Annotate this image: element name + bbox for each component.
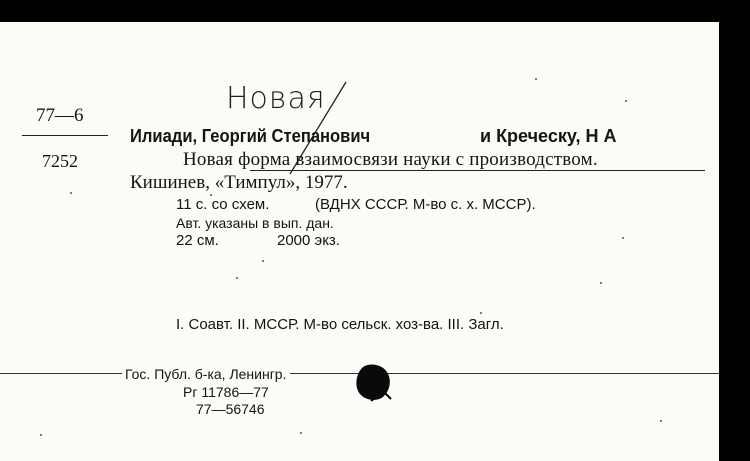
speck — [480, 312, 482, 314]
call-number-top: 77—6 — [36, 105, 84, 126]
speck — [535, 78, 537, 80]
author-note: Авт. указаны в вып. дан. — [176, 215, 334, 231]
speck — [660, 420, 662, 422]
title-underline — [250, 170, 705, 171]
library-number: Рг 11786—77 — [183, 384, 269, 400]
speck — [210, 194, 212, 196]
handwritten-note: Новая — [226, 81, 326, 116]
book-title: Новая форма взаимосвязи науки с производством. — [183, 149, 598, 170]
print-run: 2000 экз. — [277, 232, 340, 249]
call-number-bottom: 7252 — [42, 151, 78, 171]
speck — [622, 237, 624, 239]
book-size: 22 см. — [176, 232, 219, 249]
call-number-divider — [22, 135, 108, 136]
speck — [300, 432, 302, 434]
author-name: Илиади, Георгий Степанович — [130, 126, 371, 146]
library-name: Гос. Публ. б-ка, Ленингр. — [122, 367, 290, 381]
catalog-card — [0, 22, 719, 461]
imprint: Кишинев, «Тимпул», 1977. — [130, 172, 348, 193]
speck — [40, 434, 42, 436]
speck — [600, 282, 602, 284]
tracings: I. Соавт. II. МССР. М-во сельск. хоз-ва. III. Загл. — [176, 316, 504, 333]
card-number: 77—56746 — [196, 401, 265, 417]
coauthor-name: и Креческу, Н А — [480, 126, 617, 146]
speck — [262, 260, 264, 262]
pagination: 11 с. со схем. — [176, 196, 270, 213]
speck — [625, 100, 627, 102]
speck — [70, 192, 72, 194]
series-statement: (ВДНХ СССР. М-во с. х. МССР). — [315, 196, 536, 213]
speck — [236, 277, 238, 279]
ink-blot-icon — [354, 362, 392, 402]
